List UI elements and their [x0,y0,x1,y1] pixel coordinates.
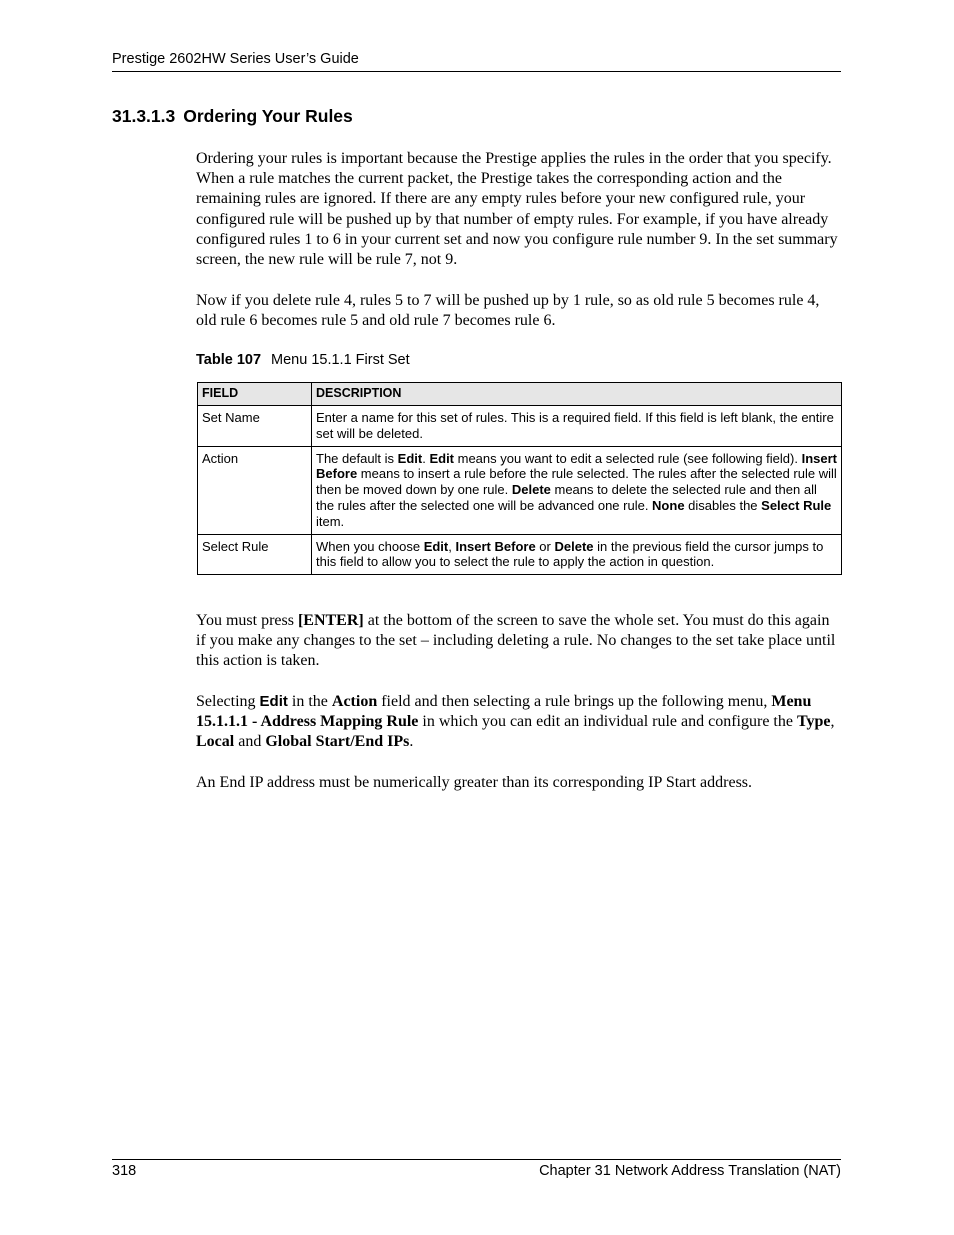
table-cell-description [312,446,842,534]
desc-bold: Insert Before [316,450,837,482]
header-title: Prestige 2602HW Series User’s Guide [112,51,359,67]
desc-text: means to delete the selected rule and then all the rules after the selected one will be advanced one rule. [316,482,817,513]
text-run: in the [287,693,332,710]
desc-bold: Select Rule [761,497,832,513]
paragraph-edit [196,692,842,753]
page-header [112,51,841,72]
bold-run: Type [796,713,831,731]
text-run: at the bottom of the screen to save the whole set. You must do this again if you make any changes to the set – including deleting a rule. No changes to the set take place until this action is taken. [196,612,836,670]
desc-text: disables the [684,497,762,513]
paragraph-enter [196,611,842,672]
paragraph-end-ip: An End IP address must be numerically greater than its corresponding IP Start address. [196,774,753,791]
table-cell-field: Action [198,446,312,534]
chapter-title: Chapter 31 Network Address Translation (NAT) [539,1163,841,1179]
desc-text: means you want to edit a selected rule (see following field). [454,450,802,466]
table-row [198,534,842,575]
desc-bold: Delete [511,482,551,498]
fields-table [197,382,842,575]
table-cell-description [312,406,842,447]
desc-text: , [448,538,456,554]
section-title: Ordering Your Rules [183,106,353,126]
bold-run: Global Start/End IPs [265,733,410,751]
desc-text: or [535,538,555,554]
table-caption-text: Menu 15.1.1 First Set [271,352,410,368]
bold-run: Menu 15.1.1.1 - Address Mapping Rule [196,693,812,731]
desc-bold: None [652,497,685,513]
table-cell-field: Select Rule [198,534,312,575]
desc-text: . [422,450,430,466]
text-run: You must press [196,612,298,629]
bold-run: Edit [259,693,288,710]
text-run: in which you can edit an individual rule and configure the [418,713,797,731]
paragraph-delete-example: Now if you delete rule 4, rules 5 to 7 will be pushed up by 1 rule, so as old rule 5 becomes rule 4, old rule 6 becomes rule 5 and old rule 7 becomes rule 6. [196,292,820,330]
bold-run: Local [196,733,235,751]
desc-text: means to insert a rule before the rule selected. The rules after the selected rule will then be moved down by one rule. [316,466,837,498]
desc-text: Enter a name for this set of rules. This is a required field. If this field is left blank, the entire set will be deleted. [316,410,834,441]
table-header-description: DESCRIPTION [312,383,842,406]
page-footer [112,1159,841,1179]
table-cell-description [312,534,842,575]
text-run: and [234,733,266,751]
desc-bold: Edit [429,450,455,466]
desc-bold: Insert Before [455,538,536,554]
table-cell-field: Set Name [198,406,312,447]
table-caption [196,352,410,368]
desc-text: The default is [316,450,398,466]
table-header-row [198,383,842,406]
desc-text: in the previous field the cursor jumps to this field to allow you to select the rule to apply the action in question. [316,538,824,570]
bold-run: [ENTER] [297,612,364,629]
bold-run: Action [331,693,378,710]
table-caption-label: Table 107 [196,352,262,368]
text-run: Selecting [196,693,260,710]
section-heading [112,106,353,127]
page-number: 318 [112,1163,137,1179]
desc-bold: Edit [397,450,423,466]
desc-text: item. [316,513,345,529]
table-row [198,406,842,447]
table-row [198,446,842,534]
text-run: , [830,713,835,731]
paragraph-ordering: Ordering your rules is important because the Prestige applies the rules in the order that you specify. When a rule matches the current packet, the Prestige takes the corresponding action and the remaining rules are ignored. If there are any empty rules before your new configured rule, your configured rule will be pushed up by that number of empty rules. For example, if you have already configured rules 1 to 6 in your current set and now you configure rule number 9. In the set summary screen, the new rule will be rule 7, not 9. [196,150,838,269]
desc-text: When you choose [316,538,424,554]
desc-bold: Delete [554,538,594,554]
text-run: . [409,733,414,751]
desc-bold: Edit [423,538,449,554]
section-number: 31.3.1.3 [112,106,176,126]
text-run: field and then selecting a rule brings up the following menu, [377,693,772,710]
table-header-field: FIELD [198,383,312,406]
